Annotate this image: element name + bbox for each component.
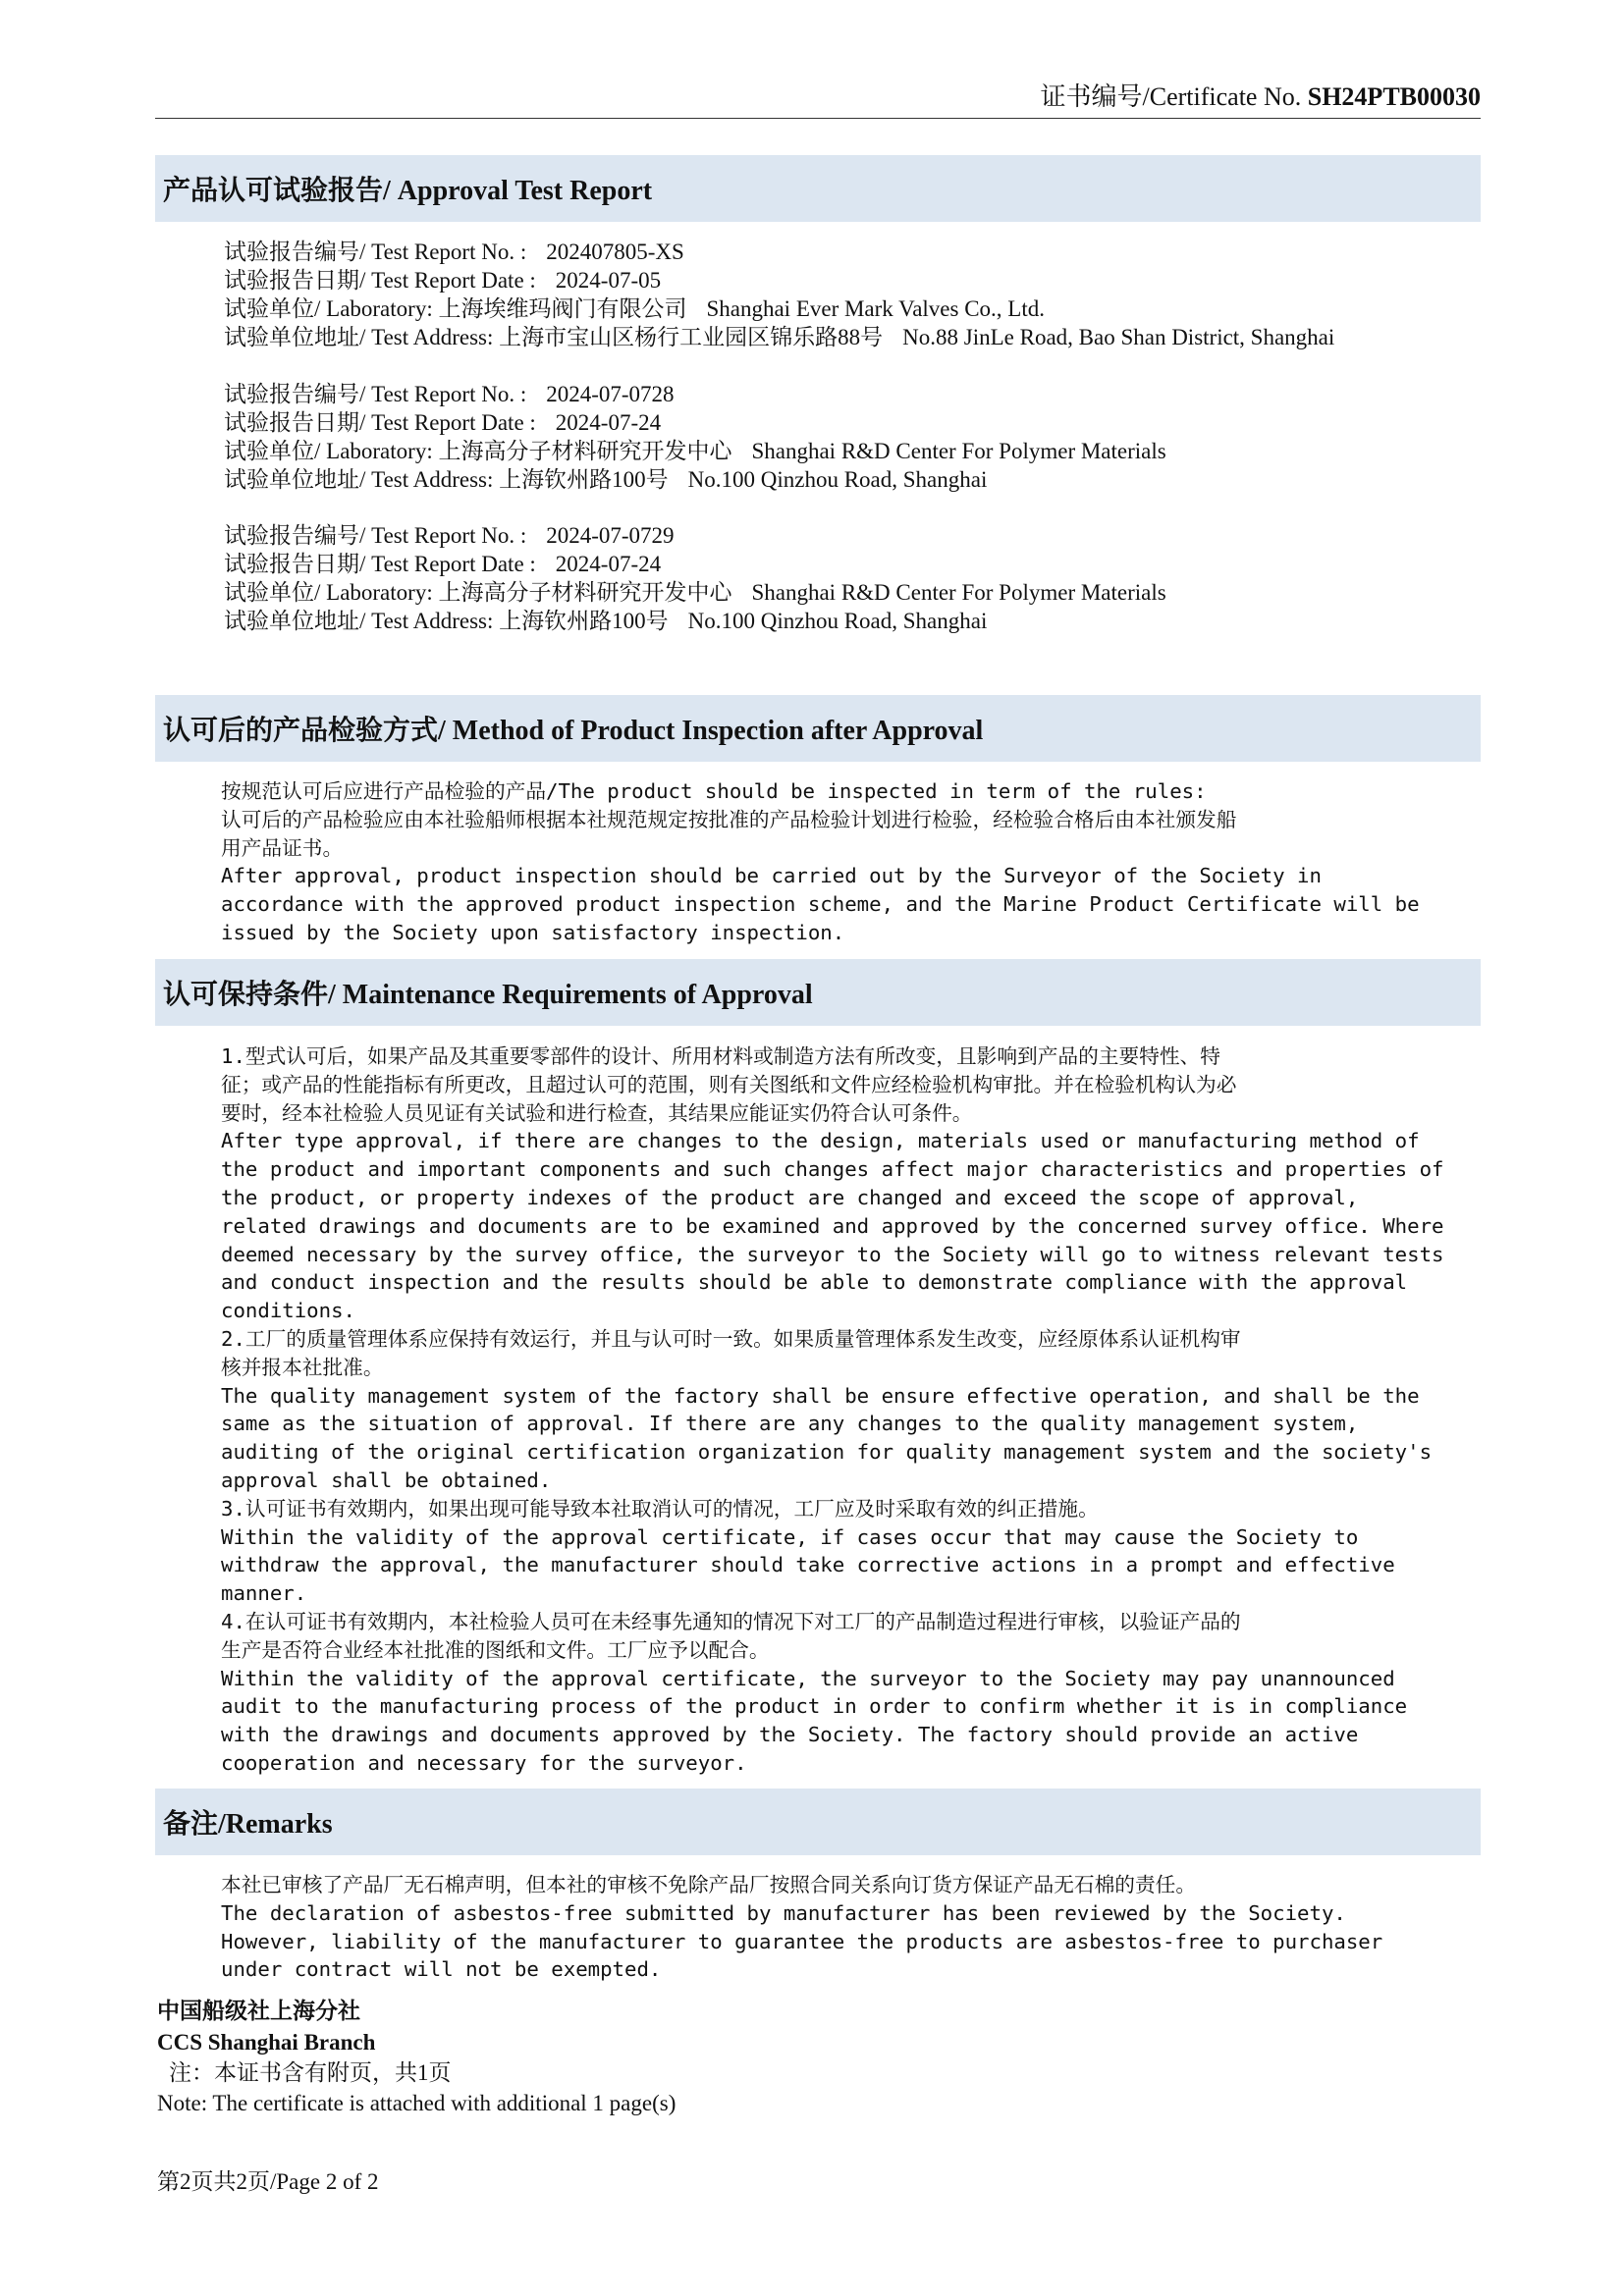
report-date: 2024-07-24	[555, 410, 662, 435]
test-address-cn: 上海钦州路100号	[499, 467, 669, 492]
report-no-label: 试验报告编号/ Test Report No. :	[224, 523, 527, 548]
report-date-label: 试验报告日期/ Test Report Date :	[224, 552, 536, 576]
laboratory-label: 试验单位/ Laboratory:	[224, 439, 433, 463]
test-address-label: 试验单位地址/ Test Address:	[224, 467, 494, 492]
attachment-note-en: Note: The certificate is attached with additional 1 page(s)	[157, 2091, 677, 2115]
test-address-en: No.100 Qinzhou Road, Shanghai	[687, 609, 988, 633]
report-no-label: 试验报告编号/ Test Report No. :	[224, 382, 527, 406]
section-title-remarks: 备注/Remarks	[155, 1789, 1481, 1855]
inspection-method-text: 按规范认可后应进行产品检验的产品/The product should be inspected in term of the rules: 认可后的产品检验应由本社验船师根据本社规范规定按批准的产品检验计划进行检验，经检验合格后由本社颁发船 用产品证书。 After approval, product inspection should be carried out by the Surveyor of the Society in accordance with the approved product inspection scheme, and the Marine Product Certificate will be issued by the Society upon satisfactory inspection.	[221, 779, 1420, 944]
test-report-2	[224, 380, 1166, 494]
section-title-approval-test-report: 产品认可试验报告/ Approval Test Report	[155, 155, 1481, 222]
maintenance-requirements-text: 1.型式认可后，如果产品及其重要零部件的设计、所用材料或制造方法有所改变，且影响到产品的主要特性、特 征；或产品的性能指标有所更改，且超过认可的范围，则有关图纸和文件应经检验机构审批。并在检验机构认为必 要时，经本社检验人员见证有关试验和进行检查，其结果应能证实仍符合认可条件。 After type approval, if there are changes to the design, materials used or manufacturing method of the product and important components and such changes affect major characteristics and properties of the product, or property indexes of the product are changed and exceed the scope of approval, related drawings and documents are to be examined and approved by the concerned survey office. Where deemed necessary by the survey office, the surveyor to the Society will go to witness relevant tests and conduct inspection and the results should be able to demonstrate compliance with the approval conditions. 2.工厂的质量管理体系应保持有效运行，并且与认可时一致。如果质量管理体系发生改变，应经原体系认证机构审 核并报本社批准。 The quality management system of the factory shall be ensure effective operation, and shall be the same as the situation of approval. If there are any changes to the quality management system, auditing of the original certification organization for quality management system and the society's approval shall be obtained. 3.认可证书有效期内，如果出现可能导致本社取消认可的情况，工厂应及时采取有效的纠正措施。 Within the validity of the approval certificate, if cases occur that may cause the Society to withdraw the approval, the manufacturer should take corrective actions in a prompt and effective manner. 4.在认可证书有效期内，本社检验人员可在未经事先通知的情况下对工厂的产品制造过程进行审核，以验证产品的 生产是否符合业经本社批准的图纸和文件。工厂应予以配合。 Within the validity of the approval certificate, the surveyor to the Society may pay unannounced audit to the manufacturing process of the product in order to confirm whether it is in compliance with the drawings and documents approved by the Society. The factory should provide an active cooperation and necessary for the surveyor.	[221, 1044, 1444, 1775]
test-address-cn: 上海钦州路100号	[499, 609, 669, 633]
test-address-label: 试验单位地址/ Test Address:	[224, 609, 494, 633]
report-no: 2024-07-0729	[546, 523, 675, 548]
laboratory-label: 试验单位/ Laboratory:	[224, 580, 433, 605]
laboratory-en: Shanghai R&D Center For Polymer Materials	[751, 439, 1166, 463]
test-report-1	[224, 238, 1334, 351]
section-title-inspection-method: 认可后的产品检验方式/ Method of Product Inspection after Approval	[155, 695, 1481, 762]
section-title-maintenance: 认可保持条件/ Maintenance Requirements of Approval	[155, 959, 1481, 1026]
report-date: 2024-07-05	[555, 268, 662, 293]
certificate-number: SH24PTB00030	[1307, 82, 1481, 111]
certificate-number-header	[155, 80, 1481, 114]
laboratory-cn: 上海高分子材料研究开发中心	[438, 580, 732, 605]
laboratory-cn: 上海高分子材料研究开发中心	[438, 439, 732, 463]
report-no: 2024-07-0728	[546, 382, 675, 406]
test-address-label: 试验单位地址/ Test Address:	[224, 325, 494, 349]
report-date-label: 试验报告日期/ Test Report Date :	[224, 410, 536, 435]
report-date-label: 试验报告日期/ Test Report Date :	[224, 268, 536, 293]
report-date: 2024-07-24	[555, 552, 662, 576]
test-address-en: No.100 Qinzhou Road, Shanghai	[687, 467, 988, 492]
issuer-name-en: CCS Shanghai Branch	[157, 2030, 376, 2055]
report-no-label: 试验报告编号/ Test Report No. :	[224, 240, 527, 264]
test-report-3	[224, 521, 1166, 635]
header-divider	[155, 118, 1481, 119]
test-address-cn: 上海市宝山区杨行工业园区锦乐路88号	[499, 325, 884, 349]
attachment-note-cn: 注：本证书含有附页，共1页	[169, 2060, 452, 2085]
test-address-en: No.88 JinLe Road, Bao Shan District, Shanghai	[902, 325, 1335, 349]
laboratory-label: 试验单位/ Laboratory:	[224, 296, 433, 321]
remarks-text: 本社已审核了产品厂无石棉声明，但本社的审核不免除产品厂按照合同关系向订货方保证产品无石棉的责任。 The declaration of asbestos-free submitted by manufacturer has been reviewed by the Society. However, liability of the manufacturer to guarantee the products are asbestos-free to purchaser under contract will not be exempted.	[221, 1873, 1383, 1982]
issuer-name-cn: 中国船级社上海分社	[157, 1999, 360, 2023]
certificate-number-label: 证书编号/Certificate No.	[1040, 82, 1308, 111]
laboratory-cn: 上海埃维玛阀门有限公司	[438, 296, 687, 321]
page-number: 第2页共2页/Page 2 of 2	[157, 2169, 379, 2194]
laboratory-en: Shanghai Ever Mark Valves Co., Ltd.	[706, 296, 1045, 321]
report-no: 202407805-XS	[546, 240, 684, 264]
laboratory-en: Shanghai R&D Center For Polymer Materials	[751, 580, 1166, 605]
